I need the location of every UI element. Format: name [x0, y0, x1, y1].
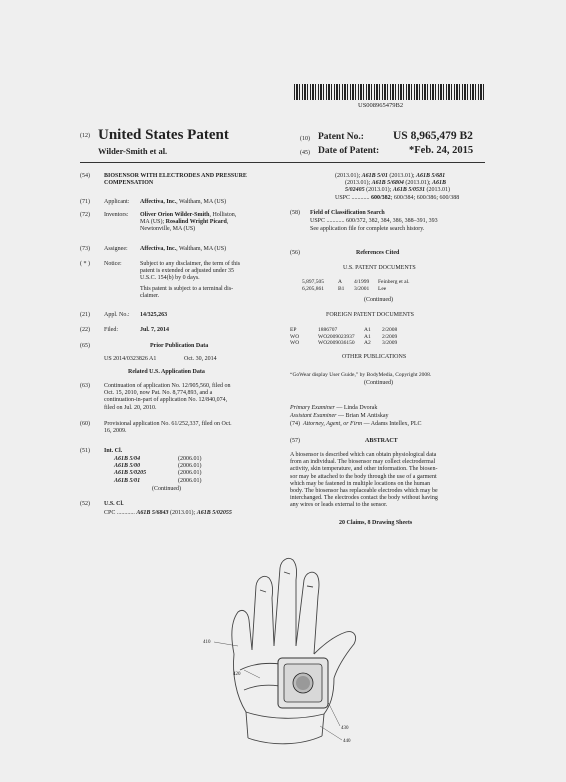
assignee-value: Affectiva, Inc., Waltham, MA (US): [140, 246, 227, 252]
field-code: (22): [80, 327, 90, 333]
inventors-value: Oliver Orion Wilder-Smith, Holliston, MA (US); Rosalind Wright Picard, Newtonville, MA (US): [140, 212, 237, 233]
reference-row: WO WO2009023937 A1 2/2009: [290, 333, 398, 340]
field-code: (72): [80, 212, 90, 218]
patent-no-code: (10): [300, 136, 310, 142]
field-code: (58): [290, 210, 300, 216]
us-docs-heading: U.S. PATENT DOCUMENTS: [343, 265, 416, 271]
cpc-continued: (2013.01); A61B 5/01 (2013.01); A61B 5/681 (2013.01); A61B 5/6804 (2013.01); A61B 5/02405 (2013.01); A61B 5/0531 (2013.01) USPC ............ 600/382; 600/384; 600/386; 600/388: [335, 173, 460, 201]
glove-outline: [232, 558, 356, 743]
field-of-search-note: See application file for complete search history.: [310, 226, 425, 232]
patent-no-label: Patent No.:: [318, 132, 364, 142]
page-title: United States Patent: [98, 127, 229, 143]
field-code: (60): [80, 421, 90, 427]
prior-pub-date: Oct. 30, 2014: [184, 356, 217, 362]
field-code: (54): [80, 173, 90, 179]
field-of-search-heading: Field of Classification Search: [310, 210, 385, 216]
other-pub-1: “GoWear display User Guide,” by BodyMedia, Copyright 2008.: [290, 372, 432, 378]
field-code: (56): [290, 250, 300, 256]
int-cl-row: A61B 5/00 (2006.01): [114, 463, 202, 470]
reference-row: WO WO2009036150 A2 3/2009: [290, 340, 398, 346]
foreign-docs-table: [290, 327, 397, 347]
other-pubs-heading: OTHER PUBLICATIONS: [342, 354, 407, 360]
doc-kind-code: (12): [80, 133, 90, 139]
notice-text: Subject to any disclaimer, the term of this patent is extended or adjusted under 35 U.S.C. 154(b) by 0 days. This patent is subject to a terminal dis- claimer.: [140, 261, 241, 299]
field-code: (63): [80, 383, 90, 389]
field-of-search-uspc: USPC ............ 600/372, 382, 384, 386, 388–391, 393: [310, 218, 438, 224]
prior-pub-number: US 2014/0323826 A1: [104, 356, 157, 362]
int-cl-heading: Int. Cl.: [104, 448, 123, 454]
inventor-short: Wilder-Smith et al.: [98, 146, 168, 156]
claims-count: 20 Claims, 8 Drawing Sheets: [339, 520, 413, 526]
other-pubs-continued: (Continued): [364, 380, 393, 386]
int-cl-row: A61B 5/04 (2006.01): [114, 456, 202, 462]
assistant-examiner: Assistant Examiner — Brian M Antiskay: [290, 413, 389, 419]
barcode: [294, 84, 484, 100]
field-code: (57): [290, 438, 300, 444]
invention-title: BIOSENSOR WITH ELECTRODES AND PRESSURE COMPENSATION: [104, 173, 247, 187]
reference-row: EP 1886707 A1 2/2008: [290, 327, 398, 333]
field-code: (51): [80, 448, 90, 454]
cpc-line: CPC ............ A61B 5/6843 (2013.01); A61B 5/02055: [104, 510, 232, 516]
appl-no-label: Appl. No.:: [104, 312, 130, 318]
patent-number: US 8,965,479 B2: [393, 130, 473, 142]
field-code: ( * ): [80, 261, 90, 267]
int-cl-continued: (Continued): [152, 486, 181, 492]
int-cl-row: A61B 5/0205 (2006.01): [114, 470, 202, 477]
foreign-docs-heading: FOREIGN PATENT DOCUMENTS: [326, 312, 415, 318]
field-code: (21): [80, 312, 90, 318]
abstract-text: A biosensor is described which can obtain physiological data from an individual. The biosensor may collect electrodermal activity, skin temperature, and other information. The biosen- sor may be attached to the body through the use of a garment which may be fastened in multiple locations on the human body. The biosensor has replaceable electrodes which may be interchanged. The electrodes contact the body without having any wires or leads external to the sensor.: [290, 452, 438, 509]
field-code: (73): [80, 246, 90, 252]
applicant-value: Affectiva, Inc., Waltham, MA (US): [140, 199, 227, 205]
field-code: (71): [80, 199, 90, 205]
int-cl-table: [114, 456, 202, 485]
applicant-label: Applicant:: [104, 199, 130, 205]
continuation-text: Continuation of application No. 12/905,560, filed on Oct. 15, 2010, now Pat. No. 8,774,893, and a continuation-in-part of application No. 12/840,074, filed on Jul. 20, 2010.: [104, 383, 231, 411]
reference-row: 5,897,505 A 4/1999 Feinberg et al.: [302, 279, 410, 285]
glove-drawing: [200, 550, 390, 770]
ref-numeral: 420: [233, 672, 241, 677]
provisional-text: Provisional application No. 61/252,337, filed on Oct. 16, 2009.: [104, 421, 232, 435]
ref-numeral: 440: [343, 739, 351, 744]
abstract-heading: ABSTRACT: [365, 438, 398, 444]
attorney: (74) Attorney, Agent, or Firm — Adams Intellex, PLC: [290, 421, 422, 427]
us-cl-heading: U.S. Cl.: [104, 501, 124, 507]
inventors-label: Inventors:: [104, 212, 129, 218]
field-code: (65): [80, 343, 90, 349]
barcode-number: US008965479B2: [358, 102, 404, 109]
patent-date: *Feb. 24, 2015: [409, 145, 474, 156]
prior-pub-heading: Prior Publication Data: [150, 343, 209, 349]
ref-numeral: 410: [203, 640, 211, 645]
date-code: (45): [300, 150, 310, 156]
related-heading: Related U.S. Application Data: [128, 369, 205, 375]
us-docs-continued: (Continued): [364, 297, 393, 303]
field-code: (52): [80, 501, 90, 507]
int-cl-row: A61B 5/01 (2006.01): [114, 477, 202, 484]
references-heading: References Cited: [356, 250, 400, 256]
header-rule: [80, 162, 485, 163]
date-label: Date of Patent:: [318, 146, 380, 156]
biosensor-module: [278, 658, 328, 708]
us-docs-table: [302, 279, 410, 292]
reference-row: 6,205,861 B1 3/2001 Lee: [302, 285, 387, 292]
appl-no-value: 14/325,263: [140, 312, 168, 318]
notice-label: Notice:: [104, 261, 122, 267]
assignee-label: Assignee:: [104, 246, 128, 252]
filed-label: Filed:: [104, 327, 119, 333]
primary-examiner: Primary Examiner — Linda Dvorak: [290, 405, 378, 411]
filed-value: Jul. 7, 2014: [140, 327, 170, 333]
ref-numeral: 430: [341, 726, 349, 731]
